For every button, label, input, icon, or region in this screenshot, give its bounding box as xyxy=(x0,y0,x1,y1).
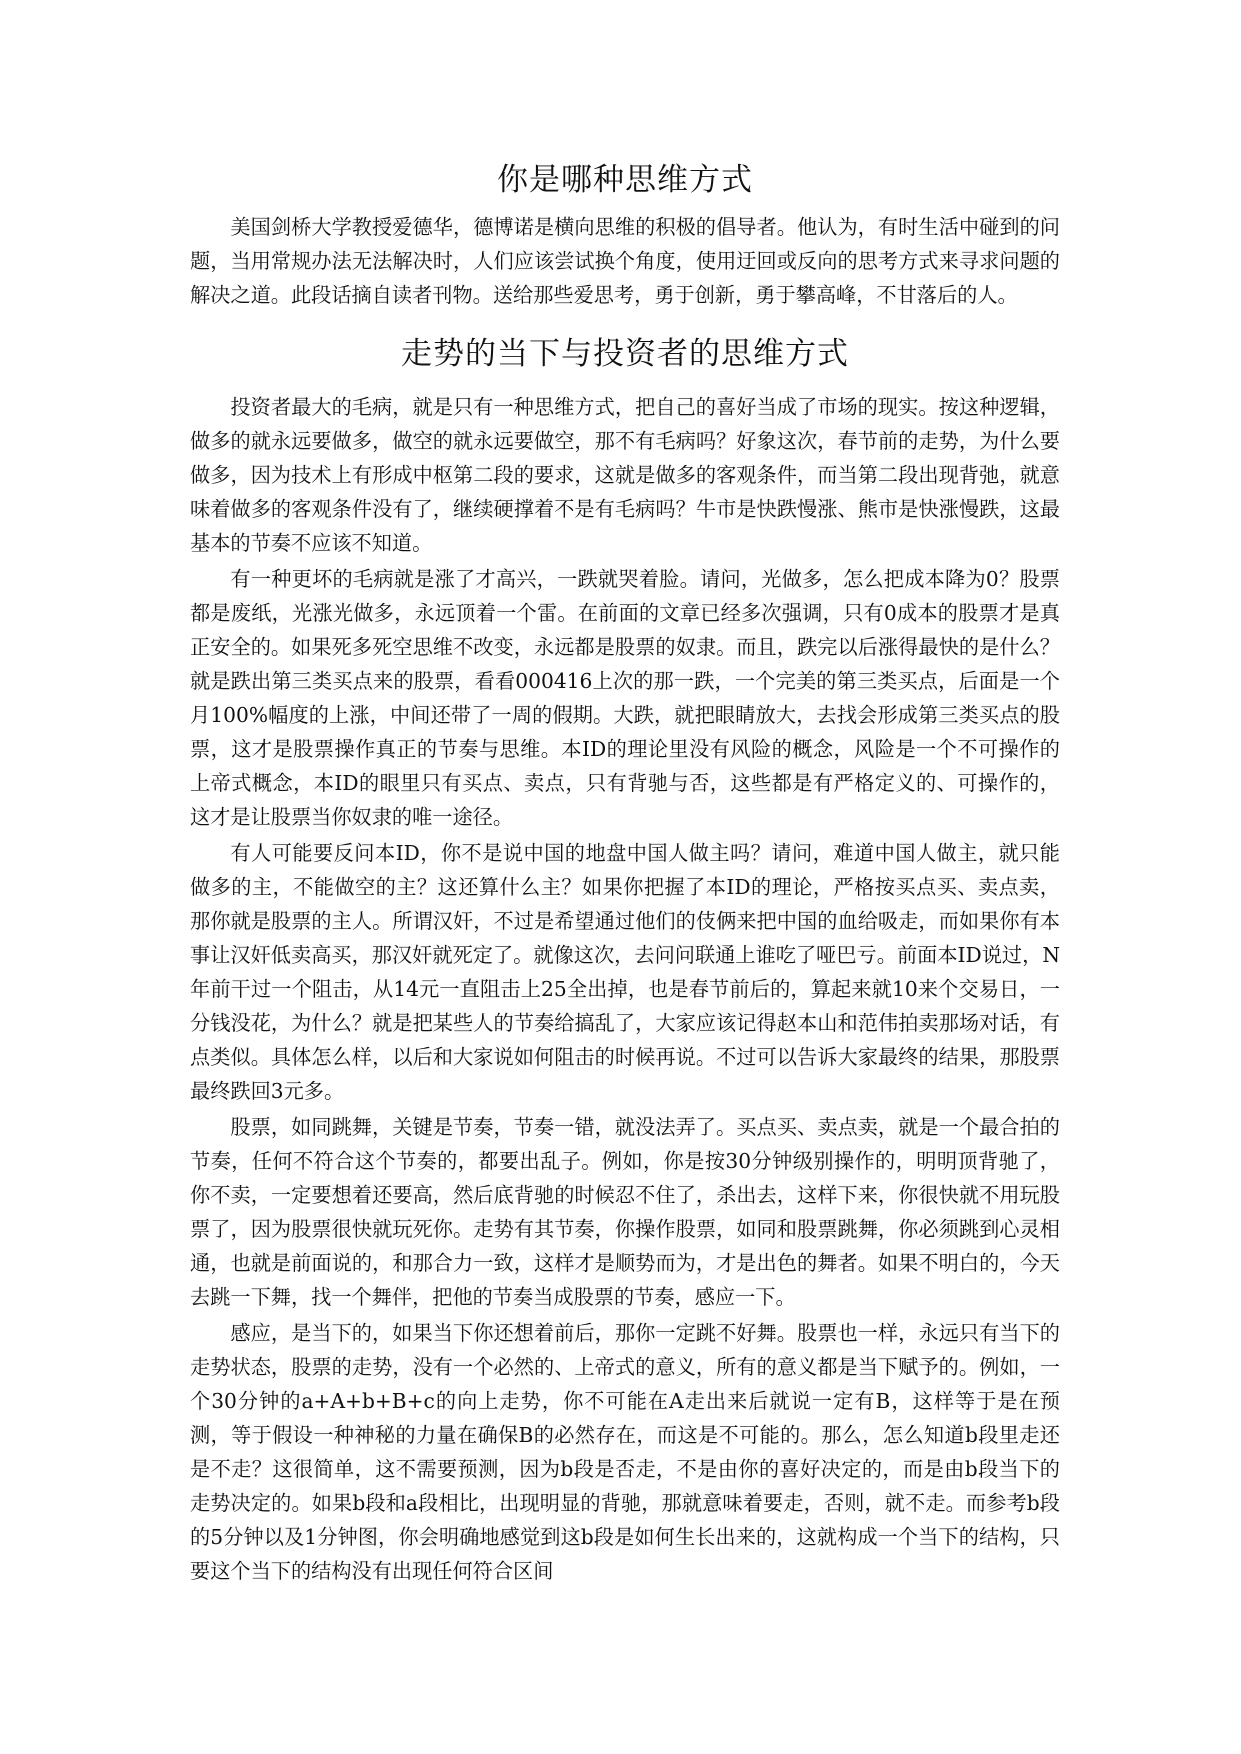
intro-paragraph: 美国剑桥大学教授爱德华，德博诺是横向思维的积极的倡导者。他认为，有时生活中碰到的问题，当用常规办法无法解决时，人们应该尝试换个角度，使用迂回或反向的思考方式来寻求问题的解决之道。此段话摘自读者刊物。送给那些爱思考，勇于创新，勇于攀高峰，不甘落后的人。 xyxy=(190,215,1060,307)
body-paragraph: 感应，是当下的，如果当下你还想着前后，那你一定跳不好舞。股票也一样，永远只有当下的走势状态，股票的走势，没有一个必然的、上帝式的意义，所有的意义都是当下赋予的。例如，一个30分钟的a+A+b+B+c的向上走势，你不可能在A走出来后就说一定有B，这样等于是在预测，等于假设一种神秘的力量在确保B的必然存在，而这是不可能的。那么，怎么知道b段里走还是不走？这很简单，这不需要预测，因为b段是否走，不是由你的喜好决定的，而是由b段当下的走势决定的。如果b段和a段相比，出现明显的背驰，那就意味着要走，否则，就不走。而参考b段的5分钟以及1分钟图，你会明确地感觉到这b段是如何生长出来的，这就构成一个当下的结构，只要这个当下的结构没有出现任何符合区间 xyxy=(190,1321,1060,1583)
section-title: 你是哪种思维方式 xyxy=(497,162,753,198)
document-page xyxy=(190,158,1060,1588)
body-paragraph: 有人可能要反问本ID，你不是说中国的地盘中国人做主吗？请问，难道中国人做主，就只能做多的主，不能做空的主？这还算什么主？如果你把握了本ID的理论，严格按买点买、卖点卖，那你就是股票的主人。所谓汉奸，不过是希望通过他们的伎俩来把中国的血给吸走，而如果你有本事让汉奸低卖高买，那汉奸就死定了。就像这次，去问问联通上谁吃了哑巴亏。前面本ID说过，N年前干过一个阻击，从14元一直阻击上25全出掉，也是春节前后的，算起来就10来个交易日，一分钱没花，为什么？就是把某些人的节奏给搞乱了，大家应该记得赵本山和范伟拍卖那场对话，有点类似。具体怎么样，以后和大家说如何阻击的时候再说。不过可以告诉大家最终的结果，那股票最终跌回3元多。 xyxy=(190,841,1060,1103)
article-title: 走势的当下与投资者的思维方式 xyxy=(401,336,849,372)
body-paragraph: 投资者最大的毛病，就是只有一种思维方式，把自己的喜好当成了市场的现实。按这种逻辑，做多的就永远要做多，做空的就永远要做空，那不有毛病吗？好象这次，春节前的走势，为什么要做多，因为技术上有形成中枢第二段的要求，这就是做多的客观条件，而当第二段出现背弛，就意味着做多的客观条件没有了，继续硬撑着不是有毛病吗？牛市是快跌慢涨、熊市是快涨慢跌，这最基本的节奏不应该不知道。 xyxy=(190,395,1060,555)
body-paragraph: 股票，如同跳舞，关键是节奏，节奏一错，就没法弄了。买点买、卖点卖，就是一个最合拍的节奏，任何不符合这个节奏的，都要出乱子。例如，你是按30分钟级别操作的，明明顶背驰了，你不卖，一定要想着还要高，然后底背驰的时候忍不住了，杀出去，这样下来，你很快就不用玩股票了，因为股票很快就玩死你。走势有其节奏，你操作股票，如同和股票跳舞，你必须跳到心灵相通，也就是前面说的，和那合力一致，这样才是顺势而为，才是出色的舞者。如果不明白的，今天去跳一下舞，找一个舞伴，把他的节奏当成股票的节奏，感应一下。 xyxy=(190,1115,1060,1309)
body-paragraph: 有一种更坏的毛病就是涨了才高兴，一跌就哭着脸。请问，光做多，怎么把成本降为0？股票都是废纸，光涨光做多，永远顶着一个雷。在前面的文章已经多次强调，只有0成本的股票才是真正安全的。如果死多死空思维不改变，永远都是股票的奴隶。而且，跌完以后涨得最快的是什么？就是跌出第三类买点来的股票，看看000416上次的那一跌，一个完美的第三类买点，后面是一个月100%幅度的上涨，中间还带了一周的假期。大跌，就把眼睛放大，去找会形成第三类买点的股票，这才是股票操作真正的节奏与思维。本ID的理论里没有风险的概念，风险是一个不可操作的上帝式概念，本ID的眼里只有买点、卖点，只有背驰与否，这些都是有严格定义的、可操作的，这才是让股票当你奴隶的唯一途径。 xyxy=(190,567,1060,829)
